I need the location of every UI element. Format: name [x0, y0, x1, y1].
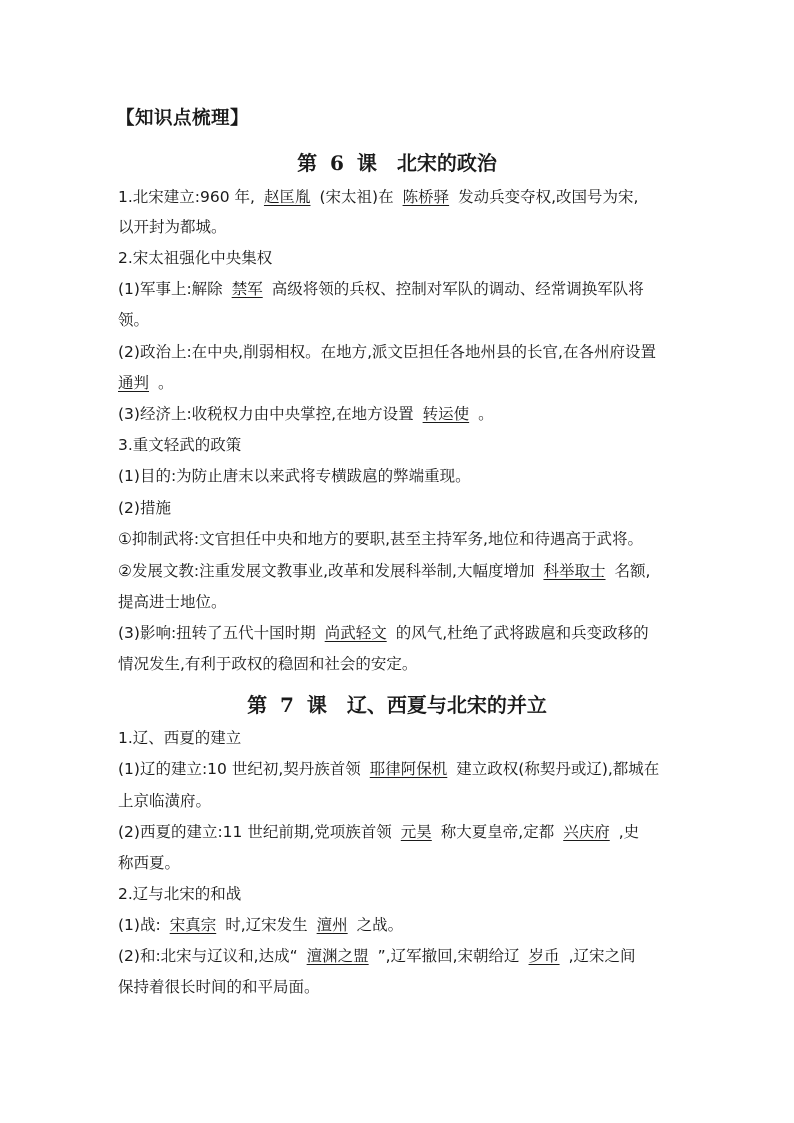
answer-blank: 澶渊之盟 [306, 947, 369, 965]
paragraph-line: (1)军事上:解除 禁军 高级将领的兵权、控制对军队的调动、经常调换军队将 [118, 280, 644, 298]
answer-blank: 元昊 [400, 823, 432, 841]
paragraph-line: (3)经济上:收税权力由中央掌控,在地方设置 转运使 。 [118, 405, 494, 423]
paragraph-line: 3.重文轻武的政策 [118, 436, 242, 454]
lesson-6-title: 第 6 课 北宋的政治 [297, 151, 497, 175]
answer-blank: 兴庆府 [563, 823, 610, 841]
paragraph-line: 提高进士地位。 [118, 593, 227, 611]
answer-blank: 尚武轻文 [324, 624, 387, 642]
paragraph-line: (2)和:北宋与辽议和,达成“ 澶渊之盟 ”,辽军撤回,宋朝给辽 岁币 ,辽宋之间 [118, 947, 636, 965]
paragraph-line: ②发展文教:注重发展文教事业,改革和发展科举制,大幅度增加 科举取士 名额, [118, 562, 651, 580]
paragraph-line: 称西夏。 [118, 854, 181, 872]
paragraph-line: 以开封为都城。 [118, 218, 227, 236]
answer-blank: 通判 [118, 374, 150, 392]
answer-blank: 澶州 [316, 916, 348, 934]
answer-blank: 赵匡胤 [263, 188, 311, 206]
paragraph-line: (1)辽的建立:10 世纪初,契丹族首领 耶律阿保机 建立政权(称契丹或辽),都城在 [118, 760, 660, 778]
answer-blank: 宋真宗 [169, 916, 217, 934]
paragraph-line: (1)目的:为防止唐末以来武将专横跋扈的弊端重现。 [118, 467, 471, 485]
paragraph-line: (2)西夏的建立:11 世纪前期,党项族首领 元昊 称大夏皇帝,定都 兴庆府 ,史 [118, 823, 640, 841]
answer-blank: 转运使 [422, 405, 470, 423]
answer-blank: 禁军 [231, 280, 263, 298]
paragraph-line: (2)政治上:在中央,削弱相权。在地方,派文臣担任各地州县的长官,在各州府设置 [118, 343, 656, 361]
paragraph-line: 1.辽、西夏的建立 [118, 729, 242, 747]
paragraph-line: 领。 [118, 311, 150, 329]
paragraph-line: 保持着很长时间的和平局面。 [118, 978, 320, 996]
paragraph-line: (2)措施 [118, 499, 171, 517]
paragraph-line: 情况发生,有利于政权的稳固和社会的安定。 [118, 655, 418, 673]
paragraph-line: 2.宋太祖强化中央集权 [118, 249, 273, 267]
answer-blank: 陈桥驿 [402, 188, 450, 206]
answer-blank: 岁币 [528, 947, 560, 965]
paragraph-line: ①抑制武将:文官担任中央和地方的要职,甚至主持军务,地位和待遇高于武将。 [118, 530, 643, 548]
lesson-7-title: 第 7 课 辽、西夏与北宋的并立 [247, 693, 547, 717]
paragraph-line: (3)影响:扭转了五代十国时期 尚武轻文 的风气,杜绝了武将跋扈和兵变政移的 [118, 624, 649, 642]
answer-blank: 科举取士 [543, 562, 606, 580]
answer-blank: 耶律阿保机 [369, 760, 448, 778]
paragraph-line: 1.北宋建立:960 年, 赵匡胤 (宋太祖)在 陈桥驿 发动兵变夺权,改国号为宋, [118, 188, 639, 206]
paragraph-line: (1)战: 宋真宗 时,辽宋发生 澶州 之战。 [118, 916, 404, 934]
paragraph-line: 上京临潢府。 [118, 792, 212, 810]
paragraph-line: 通判 。 [118, 374, 174, 392]
section-heading: 【知识点梳理】 [116, 108, 250, 129]
paragraph-line: 2.辽与北宋的和战 [118, 885, 242, 903]
